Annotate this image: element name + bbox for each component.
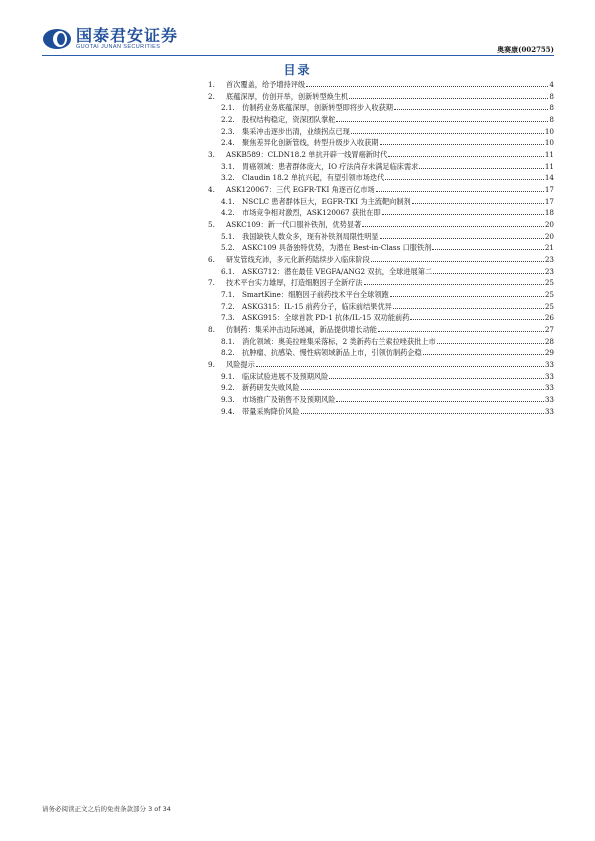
toc-entry-number: 5.1. xyxy=(221,231,235,241)
toc-entry-number: 2.1. xyxy=(221,103,235,113)
toc-entry[interactable] xyxy=(208,184,554,196)
toc-entry-label: 研发管线充沛，多元化新药陆续步入临床阶段 xyxy=(226,255,370,265)
toc-leader-dots xyxy=(336,114,548,122)
toc-entry-number: 1. xyxy=(208,80,215,89)
report-company-name: 奥赛康(002755) xyxy=(497,45,554,54)
toc-leader-dots xyxy=(371,254,544,262)
toc-entry-number: 8. xyxy=(208,325,215,335)
toc-entry[interactable] xyxy=(208,219,554,231)
toc-entry-page: 27 xyxy=(544,325,554,335)
toc-entry-label: ASKG315：IL-15 前药分子，临床前结果优异 xyxy=(242,301,392,311)
toc-entry-label: ASKG712：潜在最佳 VEGFA/ANG2 双抗，全球进展第二 xyxy=(242,266,433,276)
toc-entry[interactable] xyxy=(208,231,554,243)
toc-entry-label: 仿制药业务底蕴深厚，创新转型即将步入收获期 xyxy=(242,103,393,113)
toc-entry-page: 25 xyxy=(544,290,554,300)
toc-entry-number: 3. xyxy=(208,150,215,160)
toc-leader-dots xyxy=(256,359,544,367)
toc-entry-number: 8.1. xyxy=(221,336,235,346)
toc-entry-label: 新药研发失败风险 xyxy=(242,383,300,393)
toc-entry-page: 18 xyxy=(544,208,554,218)
toc-entry[interactable] xyxy=(208,382,554,394)
toc-entry-page: 28 xyxy=(544,336,554,346)
toc-entry-label: 底蕴深厚，仿创开举，创新转型焕生机 xyxy=(226,91,349,101)
toc-entry-page: 21 xyxy=(544,243,554,253)
toc-entry[interactable] xyxy=(208,102,554,114)
toc-entry-number: 2.2. xyxy=(221,115,235,125)
toc-entry-label: ASK120067：三代 EGFR-TKI 角逐百亿市场 xyxy=(226,185,375,195)
toc-entry-number: 9.1. xyxy=(221,371,235,381)
toc-entry[interactable] xyxy=(208,359,554,371)
table-of-contents xyxy=(208,79,554,417)
toc-entry-number: 7.2. xyxy=(221,301,235,311)
toc-leader-dots xyxy=(301,406,544,414)
toc-entry-page: 8 xyxy=(549,103,554,113)
toc-entry-number: 9.4. xyxy=(221,406,235,416)
toc-leader-dots xyxy=(410,312,543,320)
toc-entry[interactable] xyxy=(208,114,554,126)
toc-entry-number: 2. xyxy=(208,91,215,101)
toc-entry-number: 2.4. xyxy=(221,138,235,148)
toc-entry[interactable] xyxy=(208,79,554,91)
toc-entry-number: 8.2. xyxy=(221,348,235,358)
toc-entry-label: 首次覆盖，给予增持评级 xyxy=(226,80,306,89)
toc-leader-dots xyxy=(382,207,544,215)
toc-entry-label: 带量采购降价风险 xyxy=(242,406,300,416)
toc-entry-number: 9.3. xyxy=(221,395,235,405)
toc-entry[interactable] xyxy=(208,172,554,184)
toc-entry-label: 聚焦差异化创新管线，转型升级步入收获期 xyxy=(242,138,379,148)
toc-entry[interactable] xyxy=(208,406,554,418)
toc-entry-page: 8 xyxy=(549,91,554,101)
toc-entry-page: 10 xyxy=(544,138,554,148)
toc-entry-label: 抗肿瘤、抗感染、慢性病领域新品上市，引领仿制药企稳 xyxy=(242,348,422,358)
logo-english-name: GUOTAI JUNAN SECURITIES xyxy=(76,43,161,50)
toc-entry-page: 26 xyxy=(544,313,554,323)
toc-entry-number: 5. xyxy=(208,220,215,230)
toc-entry[interactable] xyxy=(208,126,554,138)
toc-entry-label: 集采冲击逐步出清，业绩拐点已现 xyxy=(242,126,350,136)
toc-entry-page: 33 xyxy=(544,360,554,370)
toc-entry[interactable] xyxy=(208,394,554,406)
toc-entry-page: 11 xyxy=(544,150,554,160)
toc-entry-page: 8 xyxy=(549,115,554,125)
toc-leader-dots xyxy=(433,266,544,274)
toc-entry[interactable] xyxy=(208,371,554,383)
toc-leader-dots xyxy=(388,149,543,157)
toc-entry-number: 4.2. xyxy=(221,208,235,218)
header-divider xyxy=(42,55,554,56)
toc-entry[interactable] xyxy=(208,277,554,289)
toc-entry-label: NSCLC 患者群体巨大，EGFR-TKI 为主流靶向制剂 xyxy=(242,196,411,206)
toc-entry-number: 6. xyxy=(208,255,215,265)
toc-entry-number: 4.1. xyxy=(221,196,235,206)
toc-entry-label: 我国缺铁人数众多，现有补铁剂局限性明显 xyxy=(242,231,379,241)
toc-entry-page: 33 xyxy=(544,371,554,381)
toc-leader-dots xyxy=(329,371,544,379)
toc-entry-number: 3.1. xyxy=(221,161,235,171)
toc-entry-page: 33 xyxy=(544,395,554,405)
toc-leader-dots xyxy=(336,394,543,402)
toc-leader-dots xyxy=(385,172,544,180)
toc-leader-dots xyxy=(394,102,548,110)
toc-leader-dots xyxy=(380,231,544,239)
toc-entry-page: 23 xyxy=(544,266,554,276)
toc-entry-label: ASKB589：CLDN18.2 单抗开辟一线胃癌新时代 xyxy=(226,150,388,160)
toc-entry-page: 25 xyxy=(544,278,554,288)
toc-entry[interactable] xyxy=(208,242,554,254)
toc-entry[interactable] xyxy=(208,149,554,161)
toc-entry-page: 10 xyxy=(544,126,554,136)
toc-entry-label: 仿制药：集采冲击边际递减，新品提供增长动能 xyxy=(226,325,377,335)
toc-leader-dots xyxy=(301,382,544,390)
toc-entry[interactable] xyxy=(208,336,554,348)
toc-entry[interactable] xyxy=(208,324,554,336)
toc-leader-dots xyxy=(349,91,548,99)
toc-entry-label: 市场推广及销售不及预期风险 xyxy=(242,395,336,405)
toc-entry[interactable] xyxy=(208,289,554,301)
toc-leader-dots xyxy=(412,196,544,204)
toc-leader-dots xyxy=(419,161,544,169)
toc-leader-dots xyxy=(351,126,544,134)
toc-leader-dots xyxy=(423,347,544,355)
toc-entry-label: SmartKine：细胞因子前药技术平台全球领跑 xyxy=(242,290,389,300)
toc-title: 目录 xyxy=(283,63,312,77)
toc-entry[interactable] xyxy=(208,312,554,324)
logo-emblem-icon xyxy=(42,28,72,50)
toc-entry-page: 4 xyxy=(549,80,554,89)
toc-entry-label: 市场竞争相对激烈，ASK120067 获批在即 xyxy=(242,208,381,218)
toc-entry-page: 29 xyxy=(544,348,554,358)
toc-leader-dots xyxy=(390,289,544,297)
toc-entry-label: 临床试验进展不及预期风险 xyxy=(242,371,329,381)
toc-entry-label: ASKC109：新一代口服补铁剂，优势显著 xyxy=(226,220,362,230)
toc-entry[interactable] xyxy=(208,91,554,103)
toc-entry-number: 5.2. xyxy=(221,243,235,253)
toc-entry[interactable] xyxy=(208,196,554,208)
toc-entry-page: 20 xyxy=(544,220,554,230)
toc-entry[interactable] xyxy=(208,254,554,266)
toc-leader-dots xyxy=(393,301,544,309)
toc-leader-dots xyxy=(376,184,544,192)
toc-entry[interactable] xyxy=(208,207,554,219)
toc-entry-page: 33 xyxy=(544,406,554,416)
toc-entry-label: 股权结构稳定，资深团队掌舵 xyxy=(242,115,336,125)
toc-leader-dots xyxy=(437,336,544,344)
toc-entry[interactable] xyxy=(208,161,554,173)
toc-entry-page: 14 xyxy=(544,173,554,183)
company-logo xyxy=(42,27,178,51)
toc-entry-label: 消化领域：奥美拉唑集采落标，2 类新药右兰索拉唑获批上市 xyxy=(242,336,436,346)
footer-disclaimer: 请务必阅读正文之后的免责条款部分 3 of 34 xyxy=(42,805,171,813)
toc-entry-number: 7.3. xyxy=(221,313,235,323)
toc-entry-number: 9. xyxy=(208,360,215,370)
toc-leader-dots xyxy=(362,219,544,227)
toc-entry-number: 9.2. xyxy=(221,383,235,393)
toc-entry-label: 风险提示 xyxy=(226,360,255,370)
toc-entry[interactable] xyxy=(208,347,554,359)
toc-entry-number: 3.2. xyxy=(221,173,235,183)
toc-entry-page: 23 xyxy=(544,255,554,265)
toc-entry-number: 7.1. xyxy=(221,290,235,300)
toc-entry-label: ASKG915：全球首款 PD-1 抗体/IL-15 双功能前药 xyxy=(242,313,410,323)
toc-entry-number: 4. xyxy=(208,185,215,195)
toc-entry-number: 7. xyxy=(208,278,215,288)
toc-leader-dots xyxy=(432,242,543,250)
toc-entry-label: ASKC109 具备独特优势，为潜在 Best-in-Class 口服铁剂 xyxy=(242,243,432,253)
toc-entry-label: 技术平台实力雄厚，打造细胞因子全新疗法 xyxy=(226,278,363,288)
toc-entry-label: 胃癌领域：患者群体庞大，IO 疗法尚存未满足临床需求 xyxy=(242,161,419,171)
toc-entry-page: 20 xyxy=(544,231,554,241)
toc-entry[interactable] xyxy=(208,301,554,313)
toc-leader-dots xyxy=(378,324,544,332)
toc-entry-page: 25 xyxy=(544,301,554,311)
toc-entry-page: 17 xyxy=(544,185,554,195)
toc-entry-number: 6.1. xyxy=(221,266,235,276)
logo-chinese-name: 国泰君安证券 xyxy=(76,25,179,45)
toc-entry-number: 2.3. xyxy=(221,126,235,136)
toc-entry-label: Claudin 18.2 单抗兴起，有望引领市场迭代 xyxy=(242,173,385,183)
toc-entry[interactable] xyxy=(208,266,554,278)
toc-leader-dots xyxy=(364,277,544,285)
toc-entry-page: 33 xyxy=(544,383,554,393)
toc-leader-dots xyxy=(306,79,548,87)
toc-entry[interactable] xyxy=(208,137,554,149)
toc-leader-dots xyxy=(380,137,544,145)
toc-entry-page: 17 xyxy=(544,196,554,206)
toc-entry-page: 11 xyxy=(544,161,554,171)
